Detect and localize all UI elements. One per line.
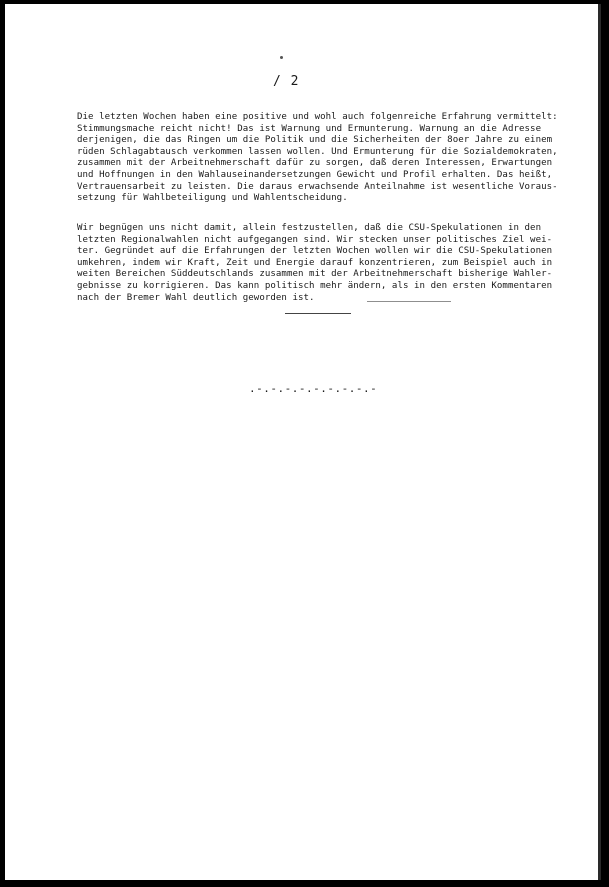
text-line: gebnisse zu korrigieren. Das kann politisch mehr ändern, als in den ersten Kommentaren (77, 280, 553, 291)
end-of-text-mark: .-.-.-.-.-.-.-.-.- (249, 382, 378, 395)
paragraph-1 (77, 112, 597, 205)
text-line: nach der Bremer Wahl deutlich geworden ist. (77, 292, 315, 303)
document-page (5, 4, 601, 880)
text-line: und Hoffnungen in den Wahlauseinandersetzungen Gewicht und Profil erhalten. Das heißt, (77, 169, 553, 180)
handwritten-underline (285, 313, 351, 314)
text-line: Stimmungsmache reicht nicht! Das ist Warnung und Ermunterung. Warnung an die Adresse (77, 123, 542, 134)
page-edge-shadow (598, 4, 601, 880)
text-line: ter. Gegründet auf die Erfahrungen der letzten Wochen wollen wir die CSU-Spekulationen (77, 246, 553, 257)
text-line: setzung für Wahlbeteiligung und Wahlentscheidung. (77, 193, 348, 204)
text-line: zusammen mit der Arbeitnehmerschaft dafür zu sorgen, daß deren Interessen, Erwartungen (77, 158, 553, 169)
text-line: weiten Bereichen Süddeutschlands zusammen mit der Arbeitnehmerschaft bisherige Wahler- (77, 269, 553, 280)
text-line: Vertrauensarbeit zu leisten. Die daraus erwachsende Anteilnahme ist wesentliche Voraus- (77, 181, 558, 192)
text-line: rüden Schlagabtausch verkommen lassen wollen. Und Ermunterung für die Sozialdemokraten, (77, 146, 558, 157)
text-line: derjenigen, die das Ringen um die Politik und die Sicherheiten der 8oer Jahre zu einem (77, 135, 553, 146)
scan-speck (280, 56, 283, 59)
page-number: / 2 (273, 74, 300, 89)
text-line: Die letzten Wochen haben eine positive und wohl auch folgenreiche Erfahrung vermittelt: (77, 112, 558, 122)
text-line: letzten Regionalwahlen nicht aufgegangen sind. Wir stecken unser politisches Ziel wei- (77, 234, 553, 245)
text-line: umkehren, indem wir Kraft, Zeit und Energie darauf konzentrieren, zum Beispiel auch in (77, 257, 553, 268)
paragraph-2 (77, 223, 597, 304)
handwritten-underline (367, 301, 451, 302)
text-line: Wir begnügen uns nicht damit, allein festzustellen, daß die CSU-Spekulationen in den (77, 223, 542, 233)
